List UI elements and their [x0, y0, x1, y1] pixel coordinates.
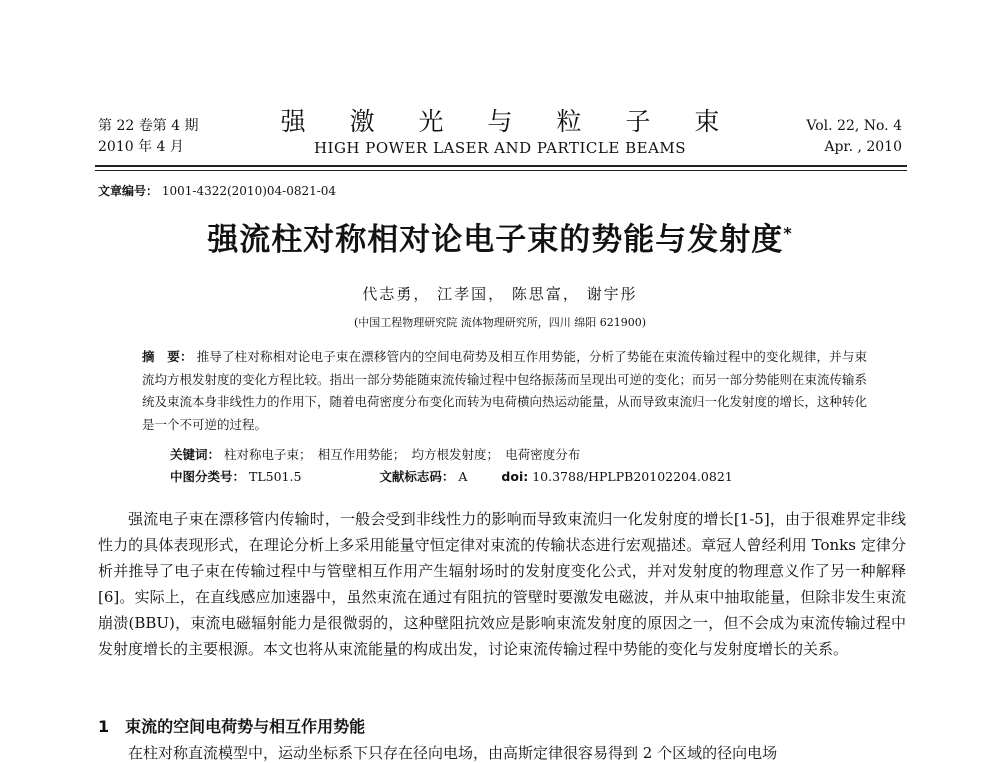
paper-title [0, 214, 1000, 259]
journal-title-cn: 强 激 光 与 粒 子 束 [280, 107, 738, 136]
section-heading: 1 束流的空间电荷势与相互作用势能 [98, 717, 366, 736]
article-number-label: 文章编号： [98, 184, 159, 198]
doc-code-label: 文献标志码： [379, 469, 455, 484]
article-number-value: 1001-4322(2010)04-0821-04 [161, 184, 337, 198]
abstract-label: 摘 要： [142, 349, 193, 364]
title-footnote-mark: * [783, 223, 793, 243]
volume-cn: 第 22 卷第 4 期 [98, 118, 199, 134]
keywords-value: 柱对称电子束； 相互作用势能； 均方根发射度； 电荷密度分布 [224, 447, 581, 462]
article-number [98, 182, 336, 199]
authors: 代志勇， 江孝国， 陈思富， 谢宇彤 [362, 285, 638, 303]
paper-title-text: 强流柱对称相对论电子束的势能与发射度 [207, 222, 784, 258]
date-en: Apr. , 2010 [824, 139, 902, 155]
abstract [142, 346, 867, 436]
doc-code-value: A [458, 469, 468, 484]
journal-title-en: HIGH POWER LASER AND PARTICLE BEAMS [313, 139, 687, 157]
body-paragraph [98, 506, 906, 662]
affiliation: (中国工程物理研究院 流体物理研究所，四川 绵阳 621900) [353, 316, 647, 329]
header-rule-thin [95, 170, 907, 171]
abstract-text: 推导了柱对称相对论电子束在漂移管内的空间电荷势及相互作用势能，分析了势能在束流传输过程中的变化规律，并与束流均方根发射度的变化方程比较。指出一部分势能随束流传输过程中包络振荡而呈现出可逆的变化；而另一部分势能则在束流传输系统及束流本身非线性力的作用下，随着电荷密度分布变化而转为电荷横向热运动能量，从而导致束流归一化发射度的增长，这种转化是一个不可逆的过程。 [142, 349, 868, 432]
volume-en: Vol. 22, No. 4 [806, 118, 902, 134]
header-rule-thick [95, 165, 907, 167]
keywords [170, 444, 733, 466]
classification [170, 466, 733, 488]
body-paragraph-text: 强流电子束在漂移管内传输时，一般会受到非线性力的影响而导致束流归一化发射度的增长[1-5]，由于很难界定非线性力的具体表现形式，在理论分析上多采用能量守恒定律对束流的传输状态进行宏观描述。章冠人曾经利用 Tonks 定律分析并推导了电子束在传输过程中与管壁相互作用产生辐射场时的发射度变化公式，并对发射度的物理意义作了另一种解释[6]。实际上，在直线感应加速器中，虽然束流在通过有阻抗的管壁时要激发电磁波，并从束中抽取能量，但除非发生束流崩溃(BBU)，束流电磁辐射能力是很微弱的，这种壁阻抗效应是影响束流发射度的原因之一，但不会成为束流传输过程中发射度增长的主要根源。本文也将从束流能量的构成出发，讨论束流传输过程中势能的变化与发射度增长的关系。 [98, 510, 906, 658]
date-cn: 2010 年 4 月 [98, 139, 184, 155]
doi-label: doi: [501, 469, 529, 484]
paper-metadata [170, 444, 733, 488]
keywords-label: 关键词： [170, 447, 221, 462]
section-first-line: 在柱对称直流模型中，运动坐标系下只存在径向电场，由高斯定律很容易得到 2 个区域的径向电场 [128, 744, 778, 762]
doi-value: 10.3788/HPLPB20102204.0821 [532, 469, 733, 484]
clc-value: TL501.5 [249, 469, 302, 484]
clc-label: 中图分类号： [170, 469, 246, 484]
volume-issue-en [806, 116, 902, 158]
